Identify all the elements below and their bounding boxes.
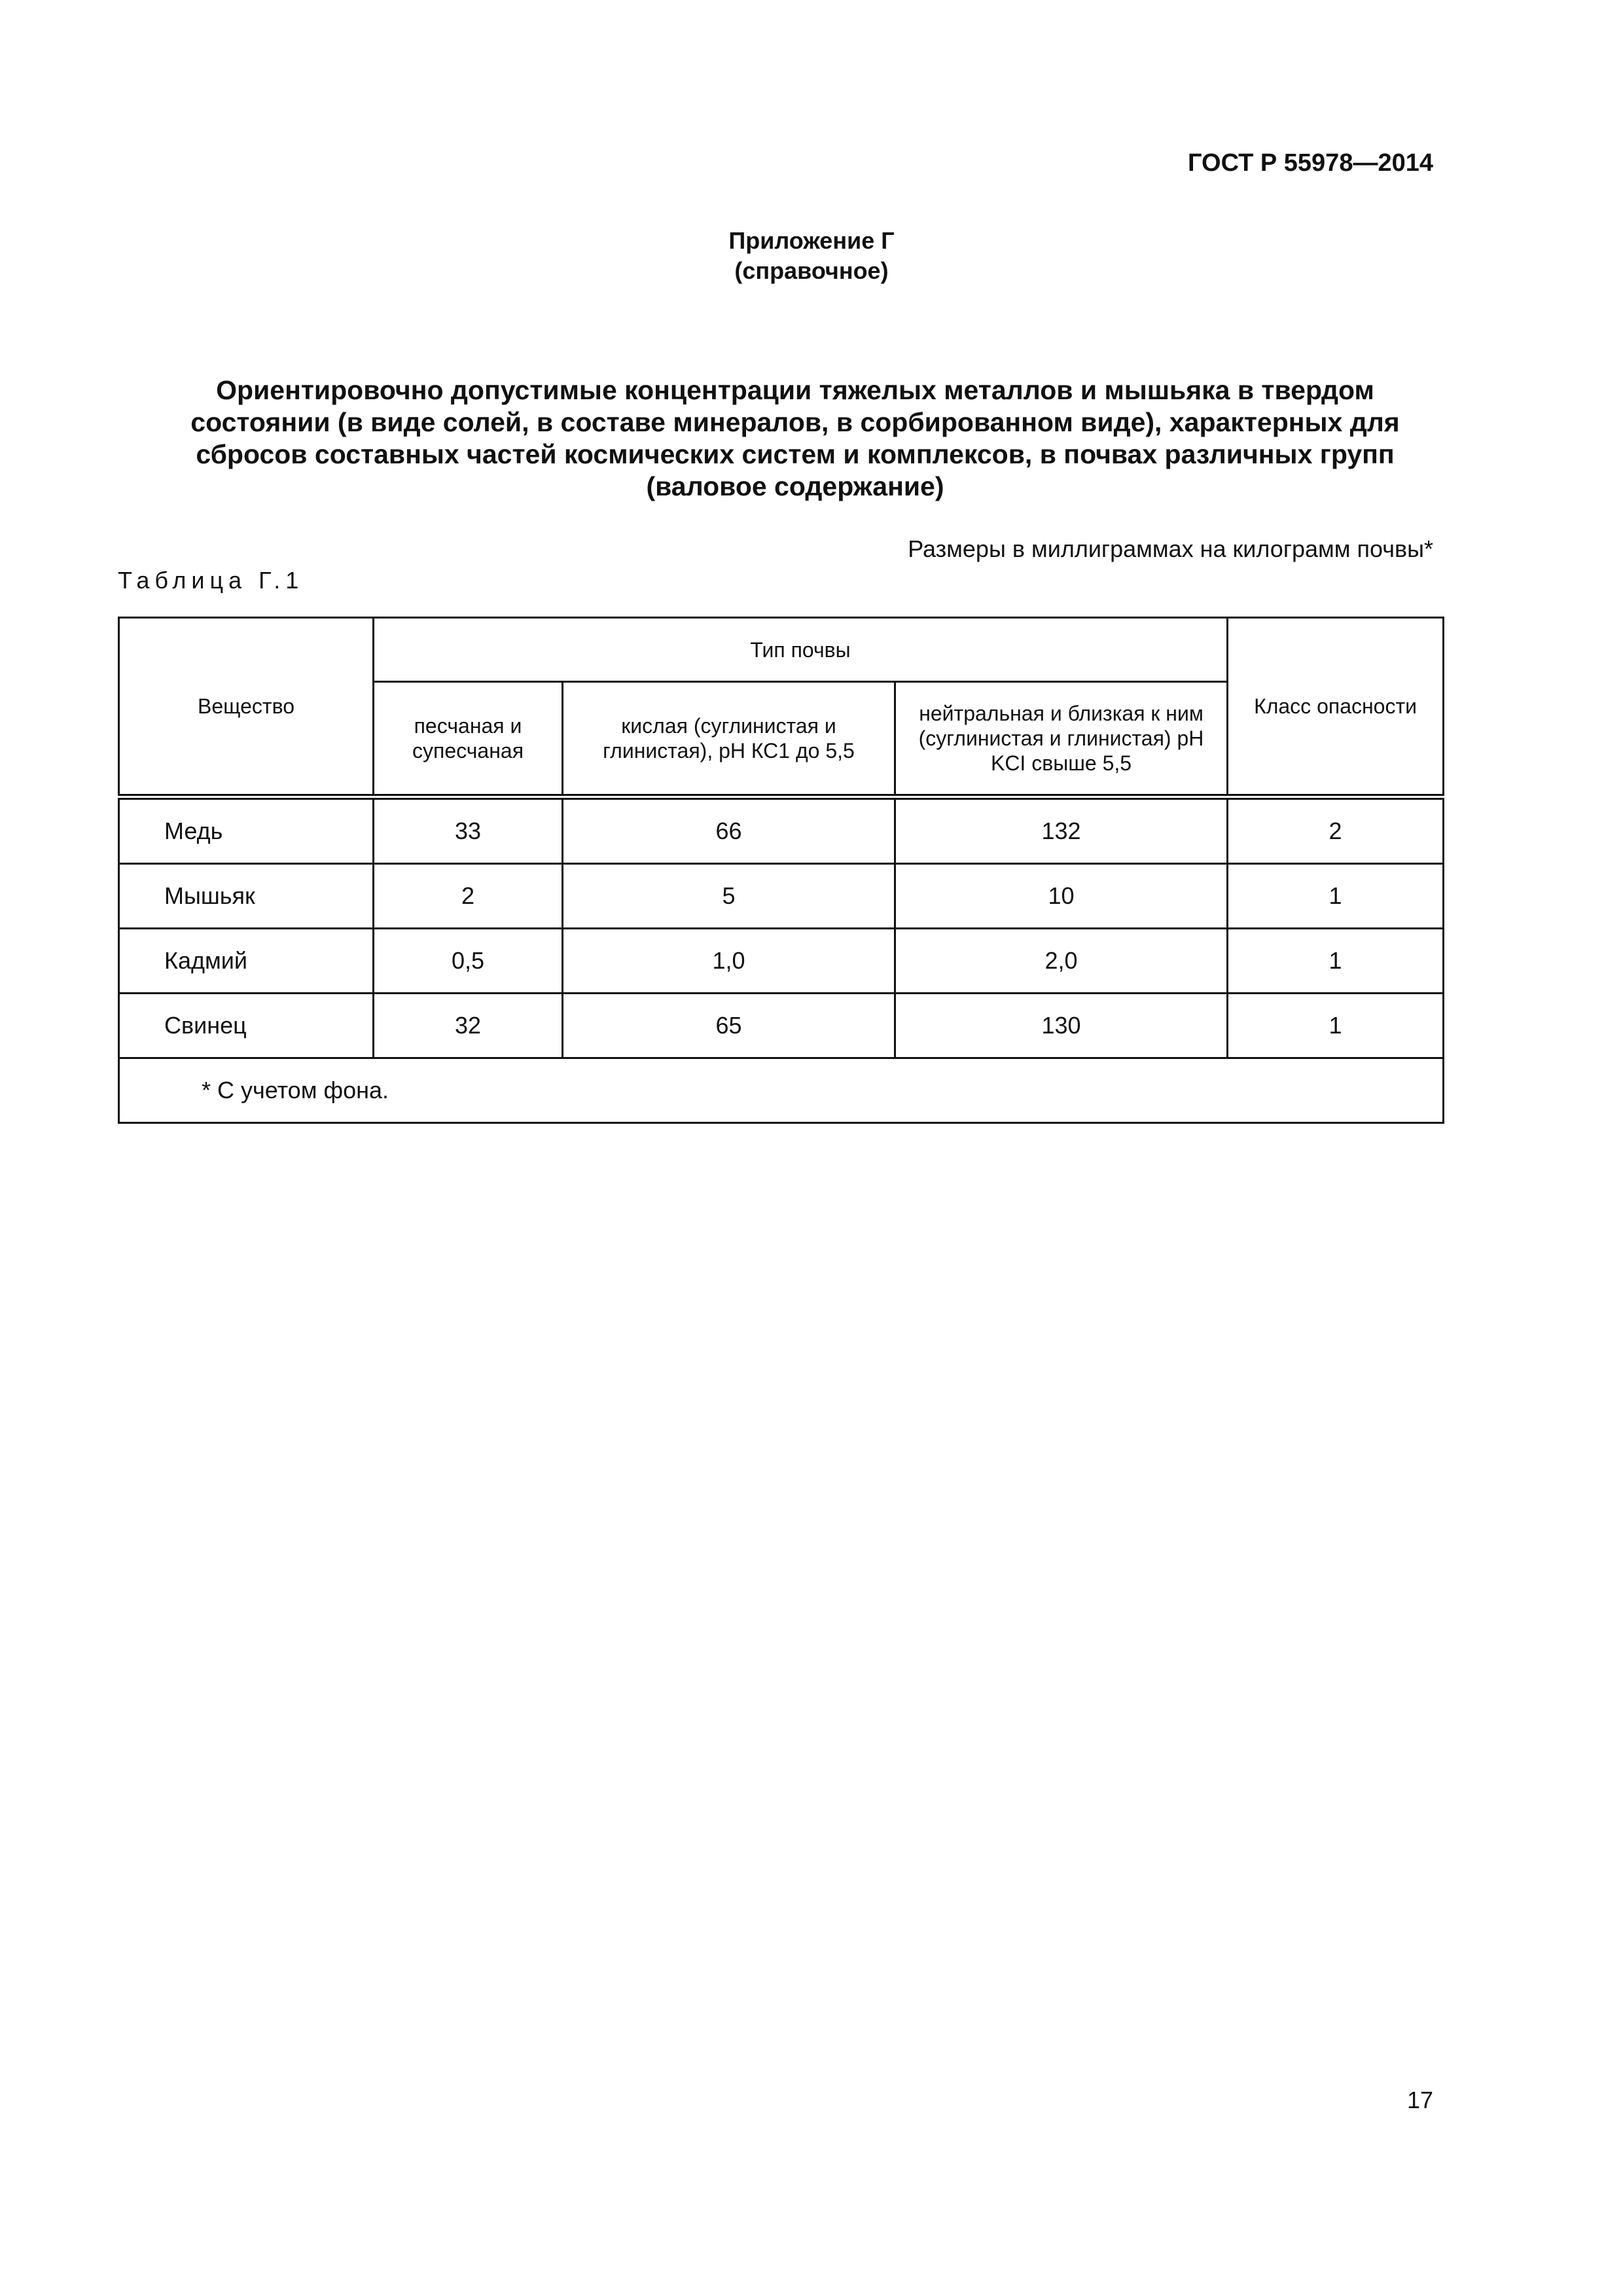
units-note: Размеры в миллиграммах на килограмм почвы* (908, 535, 1433, 562)
cell-sandy: 32 (374, 994, 563, 1058)
cell-substance: Свинец (119, 994, 374, 1058)
cell-sandy: 2 (374, 864, 563, 929)
cell-hazard: 2 (1228, 797, 1444, 864)
table-row (119, 864, 1444, 929)
title-line: сбросов составных частей космических систем и комплексов, в почвах различных групп (196, 439, 1395, 469)
table-header (119, 618, 1444, 797)
cell-acidic: 66 (563, 797, 895, 864)
page-number: 17 (1406, 2087, 1433, 2113)
table-row (119, 929, 1444, 994)
footnote-row (119, 1058, 1444, 1123)
table-footnote: * С учетом фона. (119, 1058, 1444, 1123)
table-row (119, 994, 1444, 1058)
appendix-type: (справочное) (734, 257, 889, 284)
header-soil-type: Тип почвы (374, 618, 1228, 682)
cell-acidic: 1,0 (563, 929, 895, 994)
cell-neutral: 2,0 (895, 929, 1228, 994)
cell-sandy: 0,5 (374, 929, 563, 994)
cell-hazard: 1 (1228, 994, 1444, 1058)
cell-neutral: 10 (895, 864, 1228, 929)
table-label: Таблица Г.1 (118, 567, 304, 594)
cell-substance: Мышьяк (119, 864, 374, 929)
title-line: состоянии (в виде солей, в составе минералов, в сорбированном виде), характерных для (190, 407, 1400, 437)
header-soil-neutral: нейтральная и близкая к ним (суглинистая и глинистая) рН KCI свыше 5,5 (895, 682, 1228, 797)
cell-substance: Медь (119, 797, 374, 864)
title-line: Ориентировочно допустимые концентрации тяжелых металлов и мышьяка в твердом (216, 375, 1374, 405)
header-soil-acidic: кислая (суглинистая и глинистая), рН КС1 до 5,5 (563, 682, 895, 797)
cell-acidic: 5 (563, 864, 895, 929)
table-row (119, 797, 1444, 864)
cell-neutral: 130 (895, 994, 1228, 1058)
cell-hazard: 1 (1228, 929, 1444, 994)
appendix-heading (0, 226, 1623, 286)
cell-acidic: 65 (563, 994, 895, 1058)
cell-neutral: 132 (895, 797, 1228, 864)
header-hazard-class: Класс опасности (1228, 618, 1444, 797)
header-substance: Вещество (119, 618, 374, 797)
appendix-title: Приложение Г (728, 227, 895, 254)
cell-hazard: 1 (1228, 864, 1444, 929)
cell-substance: Кадмий (119, 929, 374, 994)
title-line: (валовое содержание) (646, 471, 944, 501)
document-title (144, 374, 1446, 503)
cell-sandy: 33 (374, 797, 563, 864)
concentration-table (118, 617, 1444, 1124)
standard-code: ГОСТ Р 55978—2014 (1188, 149, 1433, 177)
header-soil-sandy: песчаная и супесчаная (374, 682, 563, 797)
